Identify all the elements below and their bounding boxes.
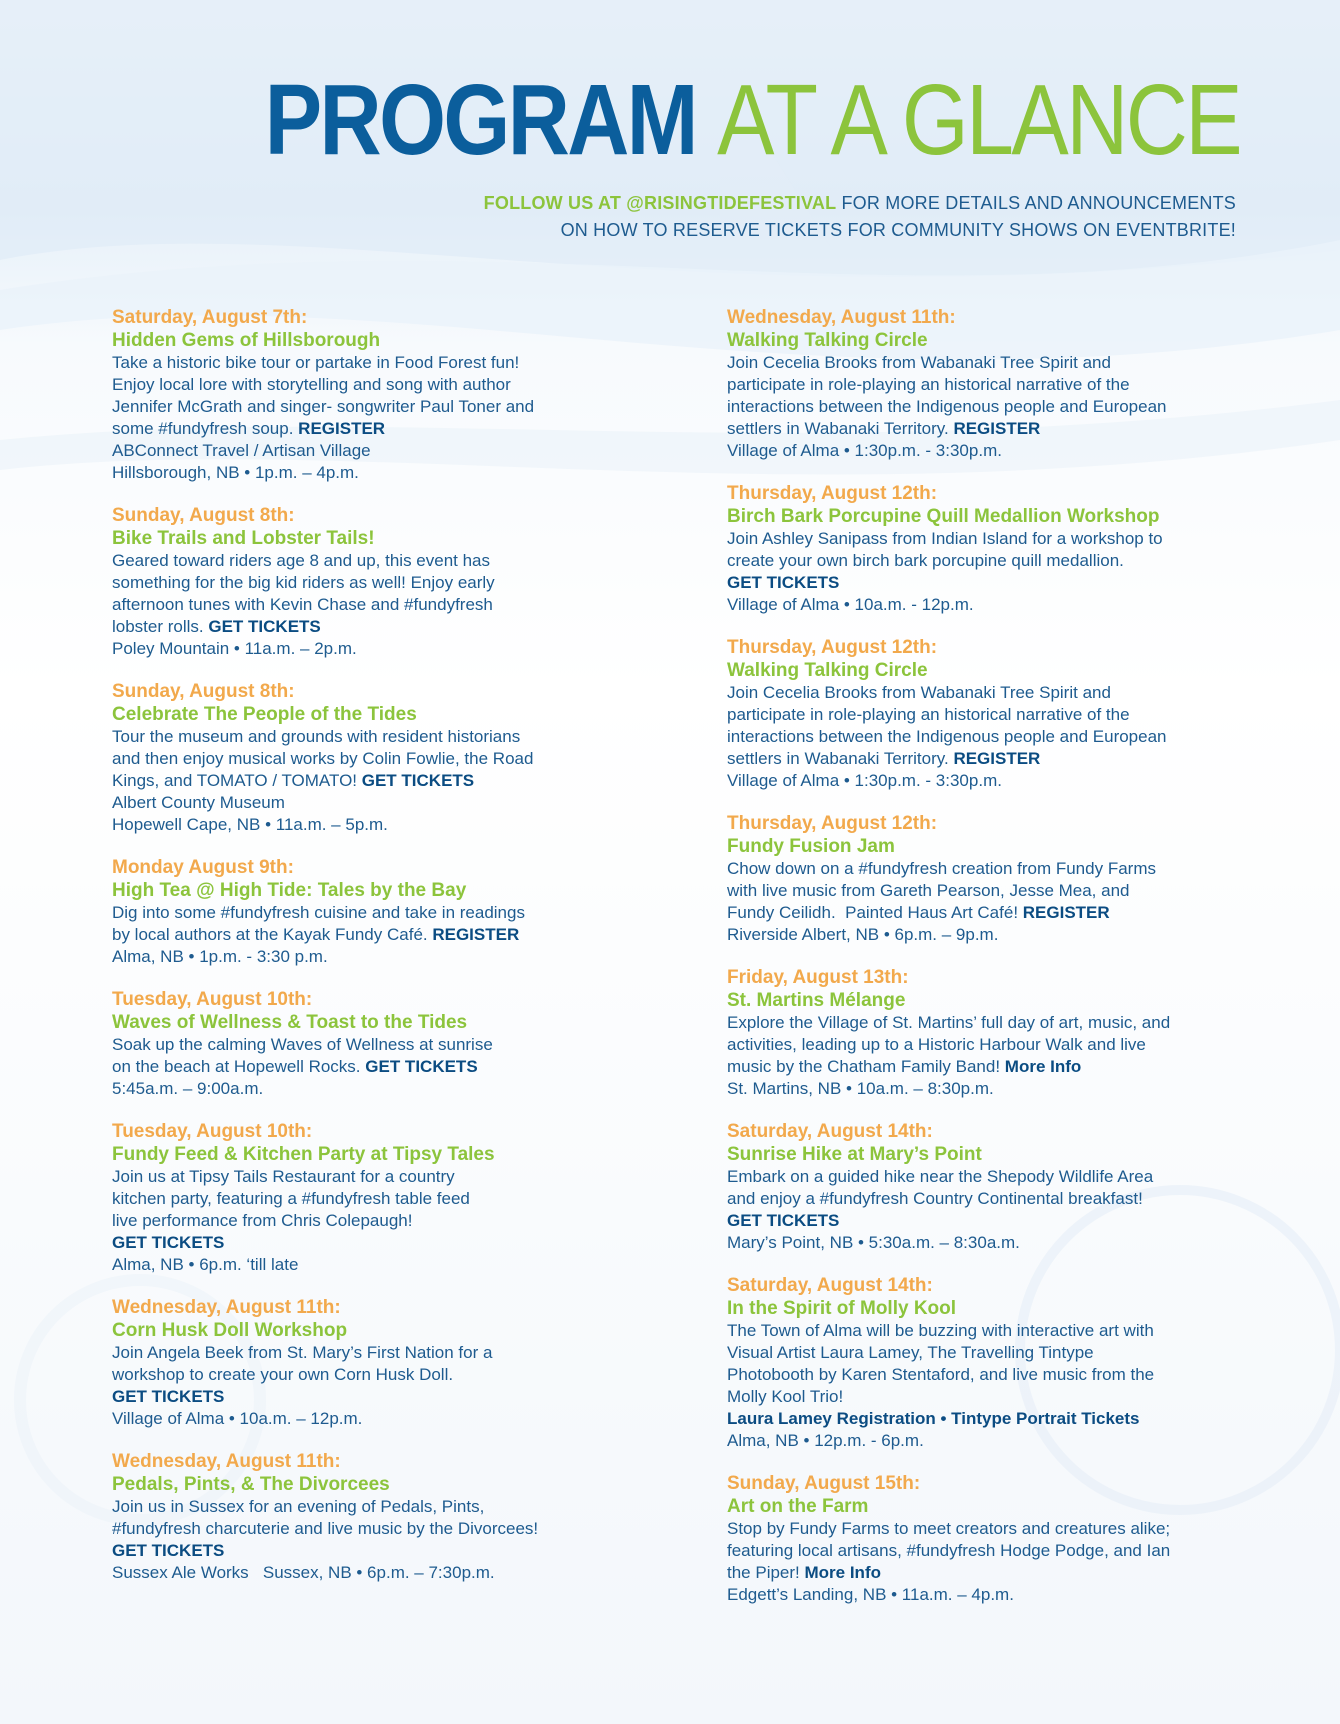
- event-line: [727, 1012, 1287, 1034]
- event-line: [112, 352, 672, 374]
- event-line-text: afternoon tunes with Kevin Chase and #fundyfresh: [112, 595, 493, 614]
- event-line: [112, 1166, 672, 1188]
- event-date: Tuesday, August 10th:: [112, 989, 313, 1010]
- event-line: [112, 1386, 672, 1408]
- event-cta-link[interactable]: REGISTER: [953, 419, 1041, 438]
- event-item: [727, 482, 1287, 616]
- event-line-text: Embark on a guided hike near the Shepody Wildlife Area: [727, 1167, 1154, 1186]
- follow-prefix: FOLLOW US AT: [483, 193, 622, 213]
- event-item: [112, 504, 672, 660]
- event-line: [727, 1320, 1287, 1342]
- event-item: [727, 1274, 1287, 1452]
- follow-notice: [484, 190, 1236, 244]
- event-item: [112, 306, 672, 484]
- event-line-text: Photobooth by Karen Stentaford, and live music from the: [727, 1365, 1155, 1384]
- event-line: [112, 770, 672, 792]
- event-line-text: Enjoy local lore with storytelling and song with author: [112, 375, 511, 394]
- event-line: [727, 726, 1287, 748]
- event-line: [727, 1430, 1287, 1452]
- follow-line-2: ON HOW TO RESERVE TICKETS FOR COMMUNITY SHOWS ON EVENTBRITE!: [560, 220, 1236, 240]
- event-title: Fundy Fusion Jam: [727, 836, 895, 857]
- event-line: [727, 572, 1287, 594]
- event-line-text: Fundy Ceilidh. Painted Haus Art Café!: [727, 903, 1023, 922]
- event-line: [112, 1188, 672, 1210]
- event-line: [727, 748, 1287, 770]
- event-line: [112, 814, 672, 836]
- event-line: [112, 1342, 672, 1364]
- event-line-text: St. Martins, NB • 10a.m. – 8:30p.m.: [727, 1079, 994, 1098]
- event-line-text: Alma, NB • 1p.m. - 3:30 p.m.: [112, 947, 328, 966]
- event-line-text: 5:45a.m. – 9:00a.m.: [112, 1079, 264, 1098]
- event-line-text: settlers in Wabanaki Territory.: [727, 419, 954, 438]
- event-line: [112, 1056, 672, 1078]
- event-line: [727, 924, 1287, 946]
- event-line-text: Dig into some #fundyfresh cuisine and take in readings: [112, 903, 525, 922]
- event-line-text: workshop to create your own Corn Husk Doll.: [112, 1365, 454, 1384]
- event-line: [112, 418, 672, 440]
- event-title: High Tea @ High Tide: Tales by the Bay: [112, 880, 467, 901]
- event-line-text: participate in role-playing an historical narrative of the: [727, 705, 1130, 724]
- event-date: Wednesday, August 11th:: [112, 1451, 341, 1472]
- event-date: Saturday, August 14th:: [727, 1275, 933, 1296]
- event-line: [112, 462, 672, 484]
- event-item: [112, 1120, 672, 1276]
- event-line: [727, 858, 1287, 880]
- event-date: Saturday, August 14th:: [727, 1121, 933, 1142]
- event-line: [112, 1518, 672, 1540]
- event-date: Friday, August 13th:: [727, 967, 909, 988]
- event-line: [112, 594, 672, 616]
- event-cta-link[interactable]: GET TICKETS: [112, 1541, 225, 1560]
- event-line: [112, 1034, 672, 1056]
- event-cta-link[interactable]: REGISTER: [1022, 903, 1110, 922]
- event-title: Birch Bark Porcupine Quill Medallion Workshop: [727, 506, 1160, 527]
- event-title: Pedals, Pints, & The Divorcees: [112, 1474, 390, 1495]
- follow-suffix: FOR MORE DETAILS AND ANNOUNCEMENTS: [841, 193, 1236, 213]
- event-item: [112, 856, 672, 968]
- event-line-text: Albert County Museum: [112, 793, 285, 812]
- event-date: Wednesday, August 11th:: [727, 307, 956, 328]
- event-line: [727, 1342, 1287, 1364]
- event-cta-link[interactable]: Laura Lamey Registration • Tintype Portrait Tickets: [727, 1409, 1140, 1428]
- event-line-text: Village of Alma • 1:30p.m. - 3:30p.m.: [727, 441, 1002, 460]
- event-line-text: Edgett’s Landing, NB • 11a.m. – 4p.m.: [727, 1585, 1014, 1604]
- event-line-text: #fundyfresh charcuterie and live music by the Divorcees!: [112, 1519, 539, 1538]
- event-title: Corn Husk Doll Workshop: [112, 1320, 348, 1341]
- event-date: Sunday, August 8th:: [112, 505, 295, 526]
- event-line: [112, 1210, 672, 1232]
- event-line: [112, 726, 672, 748]
- event-line-text: Tour the museum and grounds with resident historians: [112, 727, 521, 746]
- event-line: [112, 572, 672, 594]
- event-line-text: Hopewell Cape, NB • 11a.m. – 5p.m.: [112, 815, 388, 834]
- event-date: Sunday, August 15th:: [727, 1473, 921, 1494]
- event-title: Hidden Gems of Hillsborough: [112, 330, 381, 351]
- event-line: [727, 440, 1287, 462]
- event-line-text: Alma, NB • 6p.m. ‘till late: [112, 1255, 299, 1274]
- event-line-text: with live music from Gareth Pearson, Jesse Mea, and: [727, 881, 1130, 900]
- event-line: [727, 1364, 1287, 1386]
- event-cta-link[interactable]: GET TICKETS: [361, 771, 475, 790]
- event-line-text: live performance from Chris Colepaugh!: [112, 1211, 413, 1230]
- event-line-text: kitchen party, featuring a #fundyfresh table feed: [112, 1189, 470, 1208]
- event-title: Art on the Farm: [727, 1496, 869, 1517]
- event-line: [112, 1540, 672, 1562]
- event-line-text: Geared toward riders age 8 and up, this event has: [112, 551, 491, 570]
- event-date: Thursday, August 12th:: [727, 637, 938, 658]
- event-line: [727, 550, 1287, 572]
- event-line: [727, 1034, 1287, 1056]
- event-line: [727, 594, 1287, 616]
- event-line-text: the Piper!: [727, 1563, 805, 1582]
- event-line: [727, 1210, 1287, 1232]
- event-line: [112, 1254, 672, 1276]
- event-line: [112, 748, 672, 770]
- event-line: [112, 550, 672, 572]
- event-title: Bike Trails and Lobster Tails!: [112, 528, 375, 549]
- event-date: Saturday, August 7th:: [112, 307, 308, 328]
- event-item: [727, 1472, 1287, 1606]
- event-line: [112, 902, 672, 924]
- event-line-text: by local authors at the Kayak Fundy Café.: [112, 925, 433, 944]
- event-line: [112, 396, 672, 418]
- event-line: [112, 946, 672, 968]
- event-date: Sunday, August 8th:: [112, 681, 295, 702]
- event-title: Sunrise Hike at Mary’s Point: [727, 1144, 982, 1165]
- title-at-a-glance: AT A GLANCE: [717, 64, 1240, 176]
- event-line-text: Molly Kool Trio!: [727, 1387, 844, 1406]
- event-line: [112, 616, 672, 638]
- event-cta-link[interactable]: REGISTER: [432, 925, 520, 944]
- event-line-text: activities, leading up to a Historic Harbour Walk and live: [727, 1035, 1146, 1054]
- event-line-text: ABConnect Travel / Artisan Village: [112, 441, 371, 460]
- event-line-text: settlers in Wabanaki Territory.: [727, 749, 954, 768]
- event-line-text: Stop by Fundy Farms to meet creators and creatures alike;: [727, 1519, 1171, 1538]
- event-line-text: Village of Alma • 10a.m. – 12p.m.: [112, 1409, 363, 1428]
- event-line: [112, 374, 672, 396]
- event-line-text: The Town of Alma will be buzzing with interactive art with: [727, 1321, 1154, 1340]
- event-line: [727, 1078, 1287, 1100]
- event-item: [727, 812, 1287, 946]
- event-cta-link[interactable]: More Info: [1004, 1057, 1082, 1076]
- event-line: [112, 924, 672, 946]
- event-cta-link[interactable]: More Info: [804, 1563, 881, 1582]
- event-line: [727, 1408, 1287, 1430]
- event-line-text: featuring local artisans, #fundyfresh Hodge Podge, and Ian: [727, 1541, 1171, 1560]
- event-cta-link[interactable]: GET TICKETS: [727, 1211, 840, 1230]
- event-line-text: and then enjoy musical works by Colin Fowlie, the Road: [112, 749, 534, 768]
- event-line-text: some #fundyfresh soup.: [112, 419, 299, 438]
- event-line-text: Mary’s Point, NB • 5:30a.m. – 8:30a.m.: [727, 1233, 1020, 1252]
- event-line-text: create your own birch bark porcupine quill medallion.: [727, 551, 1124, 570]
- event-date: Thursday, August 12th:: [727, 483, 938, 504]
- event-line: [112, 1496, 672, 1518]
- event-title: Celebrate The People of the Tides: [112, 704, 417, 725]
- event-line: [727, 418, 1287, 440]
- event-line-text: Village of Alma • 1:30p.m. - 3:30p.m.: [727, 771, 1002, 790]
- event-cta-link[interactable]: REGISTER: [298, 419, 386, 438]
- event-title: Fundy Feed & Kitchen Party at Tipsy Tales: [112, 1144, 495, 1165]
- event-line: [112, 1232, 672, 1254]
- event-line: [727, 1518, 1287, 1540]
- event-line-text: Join Cecelia Brooks from Wabanaki Tree Spirit and: [727, 353, 1111, 372]
- event-line-text: Sussex Ale Works Sussex, NB • 6p.m. – 7:30p.m.: [112, 1563, 495, 1582]
- event-line-text: participate in role-playing an historical narrative of the: [727, 375, 1130, 394]
- page-title: [264, 64, 1240, 176]
- event-line: [727, 1540, 1287, 1562]
- event-line: [727, 1166, 1287, 1188]
- event-item: [112, 988, 672, 1100]
- event-line: [112, 440, 672, 462]
- event-item: [727, 636, 1287, 792]
- event-line-text: Join Cecelia Brooks from Wabanaki Tree Spirit and: [727, 683, 1111, 702]
- event-date: Monday August 9th:: [112, 857, 294, 878]
- event-cta-link[interactable]: GET TICKETS: [365, 1057, 478, 1076]
- event-cta-link[interactable]: GET TICKETS: [112, 1387, 225, 1406]
- event-line-text: Poley Mountain • 11a.m. – 2p.m.: [112, 639, 357, 658]
- event-date: Wednesday, August 11th:: [112, 1297, 341, 1318]
- event-line-text: interactions between the Indigenous people and European: [727, 727, 1167, 746]
- event-line: [727, 1232, 1287, 1254]
- event-line-text: Join Ashley Sanipass from Indian Island for a workshop to: [727, 529, 1163, 548]
- event-item: [112, 1296, 672, 1430]
- events-column-left: [112, 306, 672, 1604]
- event-line: [112, 1562, 672, 1584]
- event-line: [727, 770, 1287, 792]
- event-line: [727, 1188, 1287, 1210]
- event-item: [727, 966, 1287, 1100]
- event-item: [727, 306, 1287, 462]
- event-cta-link[interactable]: GET TICKETS: [208, 617, 321, 636]
- event-line: [112, 792, 672, 814]
- event-line: [112, 638, 672, 660]
- event-line: [112, 1078, 672, 1100]
- event-line-text: Soak up the calming Waves of Wellness at sunrise: [112, 1035, 493, 1054]
- event-line: [727, 396, 1287, 418]
- event-line: [727, 1056, 1287, 1078]
- event-line-text: Join us in Sussex for an evening of Pedals, Pints,: [112, 1497, 485, 1516]
- event-line: [727, 704, 1287, 726]
- event-line-text: lobster rolls.: [112, 617, 209, 636]
- event-line: [112, 1408, 672, 1430]
- follow-line-1: [484, 190, 1236, 217]
- event-line-text: music by the Chatham Family Band!: [727, 1057, 1005, 1076]
- event-line: [112, 1364, 672, 1386]
- event-title: Walking Talking Circle: [727, 660, 928, 681]
- event-line-text: Chow down on a #fundyfresh creation from Fundy Farms: [727, 859, 1156, 878]
- event-line-text: Alma, NB • 12p.m. - 6p.m.: [727, 1431, 924, 1450]
- event-line-text: Visual Artist Laura Lamey, The Travelling Tintype: [727, 1343, 1094, 1362]
- event-title: Walking Talking Circle: [727, 330, 928, 351]
- event-cta-link[interactable]: REGISTER: [953, 749, 1041, 768]
- event-line-text: interactions between the Indigenous people and European: [727, 397, 1167, 416]
- event-line: [727, 352, 1287, 374]
- event-date: Thursday, August 12th:: [727, 813, 938, 834]
- event-line-text: Join Angela Beek from St. Mary’s First Nation for a: [112, 1343, 493, 1362]
- event-line: [727, 1584, 1287, 1606]
- event-cta-link[interactable]: GET TICKETS: [112, 1233, 225, 1252]
- event-item: [727, 1120, 1287, 1254]
- festival-handle[interactable]: @RISINGTIDEFESTIVAL: [626, 193, 837, 213]
- events-column-right: [727, 306, 1287, 1626]
- event-line-text: Hillsborough, NB • 1p.m. – 4p.m.: [112, 463, 359, 482]
- event-line-text: on the beach at Hopewell Rocks.: [112, 1057, 366, 1076]
- title-program: PROGRAM: [264, 64, 696, 176]
- event-line-text: Kings, and TOMATO / TOMATO!: [112, 771, 362, 790]
- event-item: [112, 680, 672, 836]
- event-title: In the Spirit of Molly Kool: [727, 1298, 957, 1319]
- event-line: [727, 528, 1287, 550]
- event-line: [727, 1562, 1287, 1584]
- event-title: St. Martins Mélange: [727, 990, 906, 1011]
- event-item: [112, 1450, 672, 1584]
- event-line-text: Jennifer McGrath and singer- songwriter Paul Toner and: [112, 397, 535, 416]
- event-line: [727, 880, 1287, 902]
- event-line: [727, 902, 1287, 924]
- event-line-text: Explore the Village of St. Martins’ full day of art, music, and: [727, 1013, 1171, 1032]
- event-line-text: Riverside Albert, NB • 6p.m. – 9p.m.: [727, 925, 999, 944]
- event-line-text: Take a historic bike tour or partake in Food Forest fun!: [112, 353, 520, 372]
- event-line-text: and enjoy a #fundyfresh Country Continental breakfast!: [727, 1189, 1143, 1208]
- event-cta-link[interactable]: GET TICKETS: [727, 573, 840, 592]
- event-line-text: Village of Alma • 10a.m. - 12p.m.: [727, 595, 974, 614]
- event-line-text: Join us at Tipsy Tails Restaurant for a country: [112, 1167, 455, 1186]
- event-line-text: something for the big kid riders as well! Enjoy early: [112, 573, 495, 592]
- event-line: [727, 682, 1287, 704]
- event-date: Tuesday, August 10th:: [112, 1121, 313, 1142]
- event-line: [727, 374, 1287, 396]
- event-title: Waves of Wellness & Toast to the Tides: [112, 1012, 468, 1033]
- event-line: [727, 1386, 1287, 1408]
